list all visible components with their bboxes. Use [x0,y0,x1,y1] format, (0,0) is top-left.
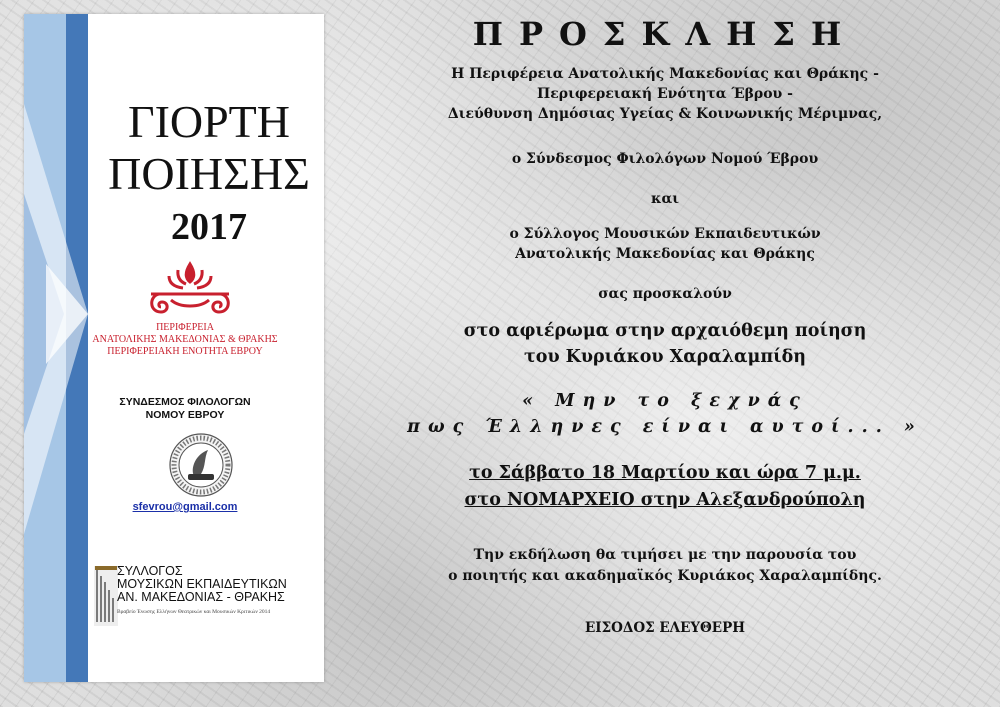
free-entry-notice: ΕΙΣΟΔΟΣ ΕΛΕΥΘΕΡΗ [584,620,746,636]
event-venue: στο ΝΟΜΑΡΧΕΙΟ στην Αλεξανδρούπολη [464,490,866,510]
region-logo-line: ΑΝΑΤΟΛΙΚΗΣ ΜΑΚΕΔΟΝΙΑΣ & ΘΡΑΚΗΣ [92,334,278,345]
poster-title-line-1: ΓΙΟΡΤΗ [127,96,291,147]
tribute-line: του Κυριάκου Χαραλαμπίδη [524,347,806,367]
event-quote-line: « Μην το ξεχνάς [522,391,808,411]
invitation-heading: ΠΡΟΣΚΛΗΣΗ [472,15,858,53]
music-association-label [117,565,307,604]
conjunction-text: και [650,191,680,207]
tribute-line: στο αφιέρωμα στην αρχαιόθεμη ποίηση [463,321,867,341]
music-association-line: ΑΝ. ΜΑΚΕΔΟΝΙΑΣ - ΘΡΑΚΗΣ [117,590,285,604]
region-logo-line: ΠΕΡΙΦΕΡΕΙΑΚΗ ΕΝΟΤΗΤΑ ΕΒΡΟΥ [107,346,263,357]
music-association-line: ΜΟΥΣΙΚΩΝ ΕΚΠΑΙΔΕΥΤΙΚΩΝ [117,577,287,591]
event-quote-line: πως Έλληνες είναι αυτοί... » [407,417,923,437]
organizer-line: Η Περιφέρεια Ανατολικής Μακεδονίας και Θράκης - [451,66,879,82]
philologists-line: ΣΥΝΔΕΣΜΟΣ ΦΙΛΟΛΟΓΩΝ [119,396,251,408]
philologists-line: ΝΟΜΟΥ ΕΒΡΟΥ [145,409,225,421]
invite-phrase: σας προσκαλούν [598,286,732,302]
poster-title-year: 2017 [171,206,247,248]
region-logo-icon [145,260,235,322]
event-date: το Σάββατο 18 Μαρτίου και ώρα 7 μ.μ. [469,463,861,483]
honor-line: Την εκδήλωση θα τιμήσει με την παρουσία του [473,547,857,563]
region-logo-text [70,322,300,358]
music-association-award: Βραβείο Ένωσης Ελλήνων Θεατρικών και Μουσικών Κριτικών 2014 [117,609,271,615]
contact-email-link[interactable]: sfevrou@gmail.com [132,501,238,513]
honor-line: ο ποιητής και ακαδημαϊκός Κυριάκος Χαραλαμπίδης. [448,568,882,584]
music-association-logo-icon [94,566,118,626]
music-association-line: ΣΥΛΛΟΓΟΣ [117,564,183,578]
poster-title-line-2: ΠΟΙΗΣΗΣ [108,148,310,199]
organizer-line: Διεύθυνση Δημόσιας Υγείας & Κοινωνικής Μέριμνας, [447,106,883,122]
association-seal-icon [168,432,234,498]
music-organizer-line: Ανατολικής Μακεδονίας και Θράκης [515,246,815,262]
region-logo-line: ΠΕΡΙΦΕΡΕΙΑ [156,322,214,333]
organizer-line: Περιφερειακή Ενότητα Έβρου - [537,86,793,102]
music-organizer-line: ο Σύλλογος Μουσικών Εκπαιδευτικών [509,226,821,242]
philologists-organizer: ο Σύνδεσμος Φιλολόγων Νομού Έβρου [511,151,819,167]
philologists-association-label [70,396,300,422]
